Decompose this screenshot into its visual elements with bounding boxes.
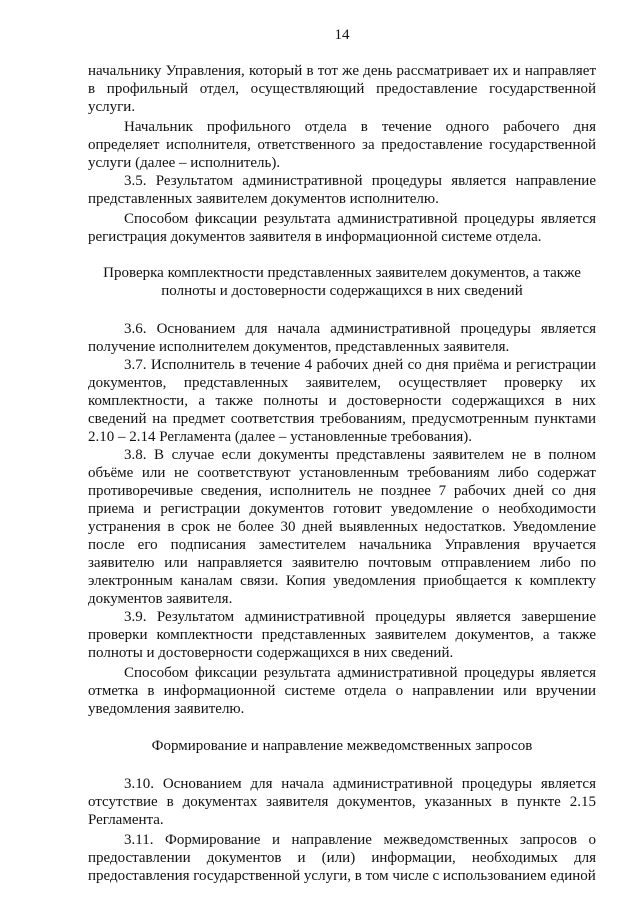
paragraph: начальнику Управления, который в тот же день рассматривает их и направляет в профильный отдел, осуществляющий предоставление государственной услуги.: [88, 63, 596, 115]
paragraph: 3.9. Результатом административной процедуры является завершение проверки комплектности представленных заявителем документов, а также полноты и достоверности содержащихся в них сведений.: [88, 609, 596, 661]
paragraph: Способом фиксации результата административной процедуры является регистрация документов заявителя в информационной системе отдела.: [88, 211, 596, 245]
page-number: 14: [334, 27, 350, 43]
section-heading: Проверка комплектности представленных заявителем документов, а также полноты и достоверности содержащихся в них сведений: [103, 265, 581, 299]
paragraph: 3.6. Основанием для начала административной процедуры является получение исполнителем документов, представленных заявителя.: [88, 321, 596, 355]
paragraph: 3.7. Исполнитель в течение 4 рабочих дней со дня приёма и регистрации документов, представленных заявителем, осуществляет проверку их комплектности, а также полноты и достоверности содержащихся в них сведений на предмет соответствия требованиям, предусмотренным пунктами 2.10 – 2.14 Регламента (далее – установленные требования).: [88, 357, 596, 445]
section-heading: Формирование и направление межведомственных запросов: [151, 738, 533, 754]
paragraph: 3.5. Результатом административной процедуры является направление представленных заявителем документов исполнителю.: [88, 173, 596, 207]
paragraph: Начальник профильного отдела в течение одного рабочего дня определяет исполнителя, ответственного за предоставление государственной услуги (далее – исполнитель).: [88, 119, 596, 171]
paragraph: 3.8. В случае если документы представлены заявителем не в полном объёме или не соответствуют установленным требованиям либо содержат противоречивые сведения, исполнитель не позднее 7 рабочих дней со дня приема и регистрации документов готовит уведомление о необходимости устранения в срок не более 30 дней выявленных недостатков. Уведомление после его подписания заместителем начальника Управления вручается заявителю или направляется заявителю почтовым отправлением либо по электронным каналам связи. Копия уведомления приобщается к комплекту документов заявителя.: [88, 447, 596, 607]
paragraph: 3.10. Основанием для начала административной процедуры является отсутствие в документах заявителя документов, указанных в пункте 2.15 Регламента.: [88, 776, 596, 828]
paragraph: Способом фиксации результата административной процедуры является отметка в информационной системе отдела о направлении или вручении уведомления заявителю.: [88, 665, 596, 717]
paragraph: 3.11. Формирование и направление межведомственных запросов о предоставлении документов и (или) информации, необходимых для предоставления государственной услуги, в том числе с использованием единой: [88, 832, 596, 884]
